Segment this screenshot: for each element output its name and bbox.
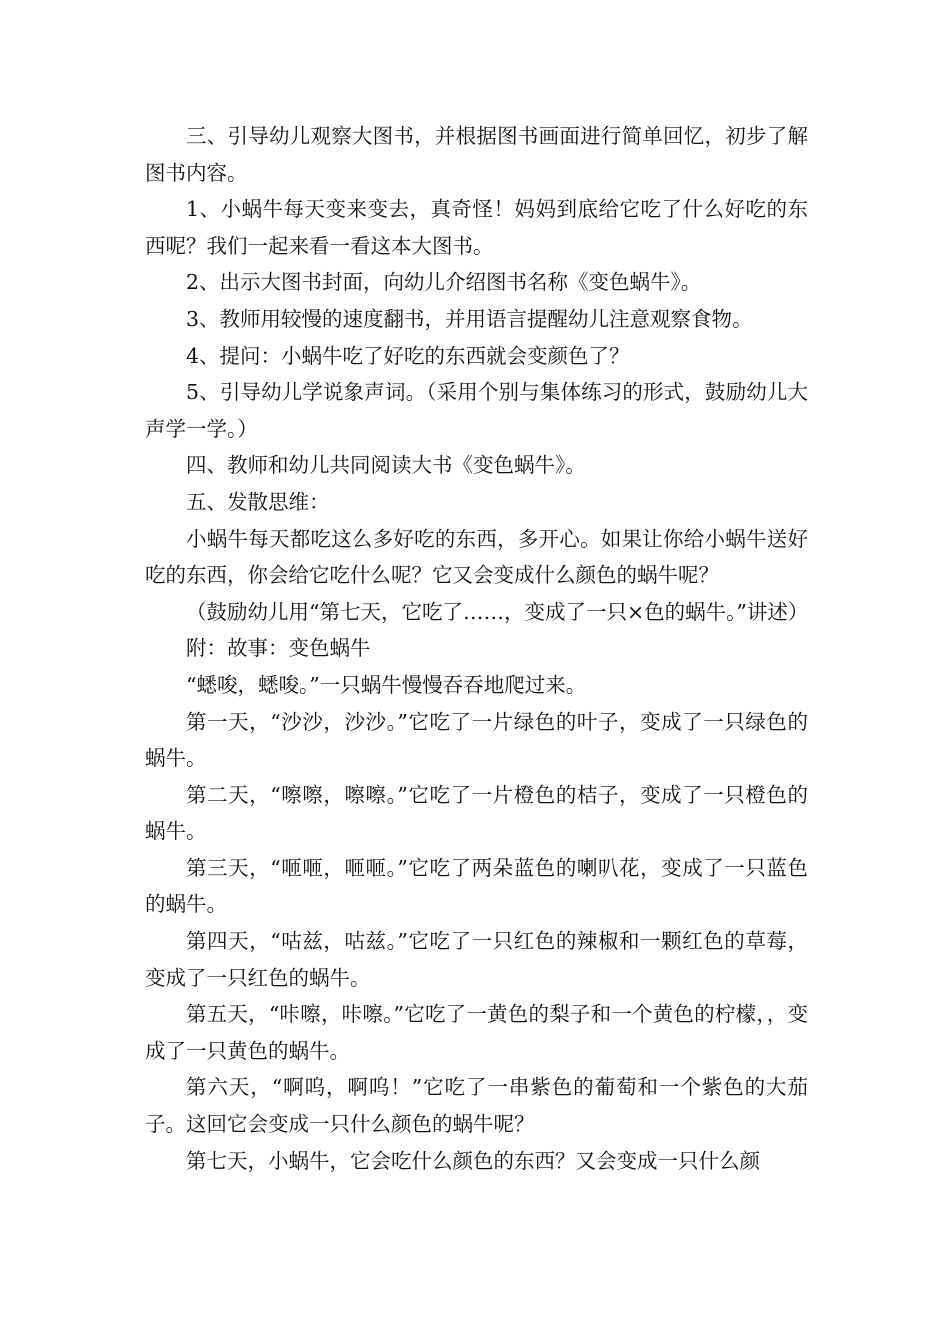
paragraph-encourage-note: （鼓励幼儿用“第七天，它吃了……，变成了一只×色的蜗牛。”讲述） — [186, 599, 809, 624]
paragraph-section-5: 五、发散思维： — [186, 489, 330, 514]
paragraph-section-4: 四、教师和幼儿共同阅读大书《变色蜗牛》。 — [186, 453, 586, 478]
paragraph-day-7: 第七天，小蜗牛，它会吃什么颜色的东西？又会变成一只什么颜 — [186, 1148, 760, 1173]
paragraph-item-3: 3、教师用较慢的速度翻书，并用语言提醒幼儿注意观察食物。 — [186, 306, 753, 331]
paragraph-section-3: 三、引导幼儿观察大图书，并根据图书画面进行简单回忆，初步了解图书内容。 — [145, 124, 808, 185]
paragraph-day-6: 第六天，“啊呜，啊呜！”它吃了一串紫色的葡萄和一个紫色的大茄子。这回它会变成一只什么颜色的蜗牛呢？ — [145, 1075, 808, 1137]
paragraph-story-intro: “蟋唆，蟋唆。”一只蜗牛慢慢吞吞地爬过来。 — [186, 672, 587, 697]
paragraph-item-4: 4、提问：小蜗牛吃了好吃的东西就会变颜色了？ — [186, 343, 630, 368]
document-body — [145, 118, 808, 1179]
paragraph-item-2: 2、出示大图书封面，向幼儿介绍图书名称《变色蜗牛》。 — [186, 270, 702, 295]
paragraph-day-5: 第五天，“咔嚓，咔嚓。”它吃了一黄色的梨子和一个黄色的柠檬，，变成了一只黄色的蜗牛。 — [145, 1002, 808, 1063]
paragraph-day-1: 第一天，“沙沙，沙沙。”它吃了一片绿色的叶子，变成了一只绿色的蜗牛。 — [145, 709, 808, 771]
paragraph-item-5: 5、引导幼儿学说象声词。（采用个别与集体练习的形式，鼓励幼儿大声学一学。） — [145, 380, 808, 441]
paragraph-divergent-thinking: 小蜗牛每天都吃这么多好吃的东西，多开心。如果让你给小蜗牛送好吃的东西，你会给它吃什么呢？它又会变成什么颜色的蜗牛呢？ — [145, 526, 808, 588]
paragraph-story-title: 附：故事：变色蜗牛 — [186, 636, 371, 661]
paragraph-day-2: 第二天，“嚓嚓，嚓嚓。”它吃了一片橙色的桔子，变成了一只橙色的蜗牛。 — [145, 782, 808, 844]
paragraph-day-4: 第四天，“咕兹，咕兹。”它吃了一只红色的辣椒和一颗红色的草莓，变成了一只红色的蜗牛。 — [145, 929, 808, 990]
paragraph-day-3: 第三天，“咂咂，咂咂。”它吃了两朵蓝色的喇叭花，变成了一只蓝色的蜗牛。 — [145, 855, 808, 917]
paragraph-item-1: 1、小蜗牛每天变来变去，真奇怪！妈妈到底给它吃了什么好吃的东西呢？我们一起来看一看这本大图书。 — [145, 197, 808, 258]
